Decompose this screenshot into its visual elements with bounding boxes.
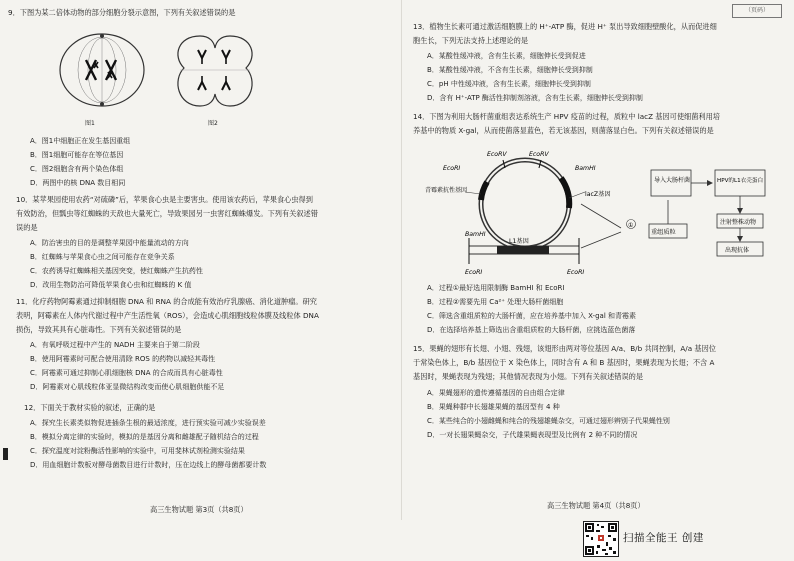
q10-stem-line-3: 误的是 xyxy=(16,223,38,232)
l1-gene-label: L1基因 xyxy=(509,238,529,245)
q9-option-b: B．图1细胞可能存在等位基因 xyxy=(30,151,124,159)
scanner-brand-text: 扫描全能王 创建 xyxy=(623,532,704,544)
q12-option-d: D．用血细胞计数板对酵母菌数目进行计数时，压在边线上的酵母菌都要计数 xyxy=(30,461,267,469)
q14-option-c: C．筛选含重组质粒的大肠杆菌，应在培养基中加入 X-gal 和青霉素 xyxy=(427,312,636,320)
antibody-box: 出现抗体 xyxy=(725,247,750,254)
q13-option-b: B．某酸性缓冲液，不含有生长素，细胞伸长受到抑制 xyxy=(427,66,593,74)
q9-option-a: A．图1中细胞正在发生基因重组 xyxy=(30,137,131,145)
q14-option-a: A．过程①最好选用限制酶 BamHI 和 EcoRI xyxy=(427,284,565,292)
q14-diagram xyxy=(425,148,785,282)
q11-stem-line-3: 损伤，导致其具有心脏毒性。下列有关叙述错误的是 xyxy=(16,325,182,334)
q15-stem-line-3: 基因时，果蝇表现为残翅；其他情况表现为小翅。下列有关叙述错误的是 xyxy=(413,372,644,381)
q13-stem-line-1: 13．植物生长素可通过激活细胞膜上的 H⁺-ATP 酶，促进 H⁺ 泵出导致细胞壁酸化，从而促进细 xyxy=(413,22,717,31)
q15-stem-line-1: 15．果蝇的翅形有长翅、小翅、残翅，该翅形由两对等位基因 A/a、B/b 共同控制，A/a 基因位 xyxy=(413,344,716,353)
q11-option-d: D．阿霉素对心肌线粒体亚显微结构改变而使心肌细胞供能不足 xyxy=(30,383,225,391)
ampicillin-label: 青霉素抗性基因 xyxy=(425,187,468,194)
q11-stem-line-1: 11．化疗药物阿霉素通过抑制细胞 DNA 和 RNA 的合成能有效治疗乳腺癌、消化道肿瘤。研究 xyxy=(16,297,317,306)
q15-option-c: C．某些纯合的小翅雌蝇和纯合的残翅雄蝇杂交，可通过翅形辨别子代果蝇性别 xyxy=(427,417,670,425)
step-1-label: ① xyxy=(628,222,634,229)
ecori-label-3: EcoRI xyxy=(567,269,585,276)
q13-option-d: D．含有 H⁺-ATP 酶活性抑制剂溶液，含有生长素，细胞伸长受到抑制 xyxy=(427,94,643,102)
fig2-label: 图2 xyxy=(208,120,218,127)
q13-stem-line-2: 胞生长，下列无法支持上述理论的是 xyxy=(413,36,529,45)
ecorv-label-2: EcoRV xyxy=(529,151,549,158)
q10-option-c: C．农药诱导红蜘蛛相关基因突变，使红蜘蛛产生抗药性 xyxy=(30,267,203,275)
q13-option-c: C．pH 中性缓冲液，含有生长素，细胞伸长受到抑制 xyxy=(427,80,591,88)
q15-option-b: B．果蝇种群中长翅雄果蝇的基因型有 4 种 xyxy=(427,403,560,411)
l1-gene-block xyxy=(497,246,549,254)
q12-option-b: B．模拟分离定律的实验时，模拟的是基因分离和雌雄配子随机结合的过程 xyxy=(30,433,259,441)
binding-mark xyxy=(3,448,8,460)
q10-option-d: D．改用生物防治可降低苹果食心虫和红蜘蛛的 K 值 xyxy=(30,281,192,289)
q11-option-a: A．有氧呼吸过程中产生的 NADH 主要来自于第二阶段 xyxy=(30,341,200,349)
q12-stem: 12．下面关于教材实验的叙述，正确的是 xyxy=(24,403,156,412)
cell-figure-2 xyxy=(178,36,252,106)
q9-option-c: C．图2细胞含有两个染色体组 xyxy=(30,165,124,173)
ampicillin-segment xyxy=(481,182,487,200)
page-divider xyxy=(401,0,402,520)
lacz-segment xyxy=(561,178,569,208)
q10-option-a: A．防治害虫的目的是调整苹果园中能量流动的方向 xyxy=(30,239,189,247)
recombinant-plasmid-label: 重组质粒 xyxy=(651,229,676,236)
q9-stem: 9．下图为某二倍体动物的部分细胞分裂示意图，下列有关叙述错误的是 xyxy=(8,8,236,17)
ecori-label-2: EcoRI xyxy=(465,269,483,276)
q9-figure xyxy=(50,28,280,116)
q11-option-b: B．使用阿霉素时可配合使用清除 ROS 的药物以减轻其毒性 xyxy=(30,355,216,363)
q10-option-b: B．红蜘蛛与苹果食心虫之间可能存在竞争关系 xyxy=(30,253,175,261)
q15-option-a: A．果蝇翅形的遗传遵循基因的自由组合定律 xyxy=(427,389,565,397)
inject-animal-box: 注射整株动物 xyxy=(720,219,757,226)
corner-page-box: （页码） xyxy=(732,4,782,18)
qr-code-icon xyxy=(583,521,619,557)
fig1-label: 图1 xyxy=(85,120,95,127)
q11-option-c: C．阿霉素可通过抑制心肌细胞核 DNA 的合成而具有心脏毒性 xyxy=(30,369,223,377)
import-ecoli-box: 导入大肠杆菌 xyxy=(654,177,691,184)
q10-stem-line-1: 10．某苹果园使用农药“对硫磷”后，苹果食心虫是主要害虫。使用该农药后，苹果食心虫得到 xyxy=(16,195,313,204)
q14-stem-line-2: 养基中的物质 X-gal，从而使菌落显蓝色，若无该基因，则菌落显白色。下列有关叙述错误的是 xyxy=(413,126,714,135)
lacz-label: lacZ基因 xyxy=(585,191,611,198)
q9-option-d: D．两图中的核 DNA 数目相同 xyxy=(30,179,126,187)
q12-option-c: C．探究温度对淀粉酶活性影响的实验中，可用斐林试剂检测实验结果 xyxy=(30,447,245,455)
bamhi-label-2: BamHI xyxy=(465,231,486,238)
bamhi-label-1: BamHI xyxy=(575,165,596,172)
cell-figure-1 xyxy=(60,34,144,106)
q15-stem-line-2: 于常染色体上，B/b 基因位于 X 染色体上，同时含有 A 和 B 基因时，果蝇表现为长翅；不含 A xyxy=(413,358,715,367)
right-page-footer: 高三生物试题 第4页（共8页） xyxy=(547,501,645,510)
ecorv-label-1: EcoRV xyxy=(487,151,507,158)
q13-option-a: A．某酸性缓冲液，含有生长素，细胞伸长受到促进 xyxy=(427,52,586,60)
hpv-l1-box: HPV的L1衣壳蛋白 xyxy=(717,178,764,184)
q11-stem-line-2: 表明，阿霉素在人体内代谢过程中产生活性氧（ROS），会造成心肌细胞线粒体膜及线粒体 DNA xyxy=(16,311,319,320)
q10-stem-line-2: 有效防治，但瓢虫等红蜘蛛的天敌也大量死亡，导致果园另一虫害红蜘蛛爆发。下列有关叙述错 xyxy=(16,209,318,218)
q14-stem-line-1: 14．下图为利用大肠杆菌重组表达系统生产 HPV 疫苗的过程，质粒中 lacZ 基因可使细菌利用培 xyxy=(413,112,720,121)
q12-option-a: A．探究生长素类似物促进插条生根的最适浓度，进行预实验可减少实验误差 xyxy=(30,419,266,427)
q14-option-d: D．在选择培养基上筛选出含重组质粒的大肠杆菌，应挑选蓝色菌落 xyxy=(427,326,636,334)
left-page-footer: 高三生物试题 第3页（共8页） xyxy=(150,505,248,514)
right-page xyxy=(405,0,794,561)
ecori-label-1: EcoRI xyxy=(443,165,461,172)
q15-option-d: D．一对长翅果蝇杂交，子代雄果蝇表现型及比例有 2 种不同的情况 xyxy=(427,431,638,439)
q14-option-b: B．过程②需要先用 Ca²⁺ 处理大肠杆菌细胞 xyxy=(427,298,564,306)
